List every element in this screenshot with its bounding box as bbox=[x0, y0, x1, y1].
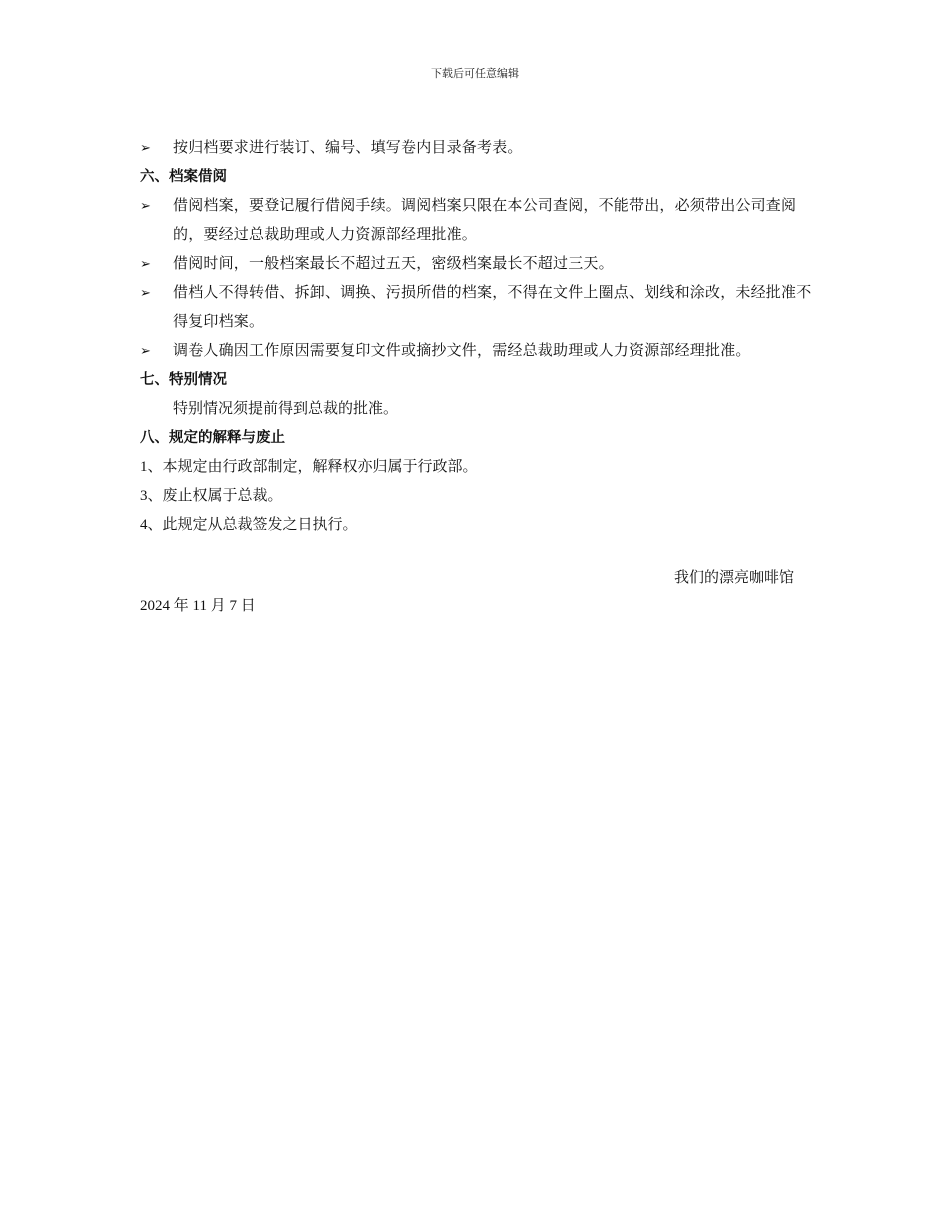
arrow-bullet-icon: ➢ bbox=[140, 286, 151, 301]
bullet-item-copy-approval bbox=[140, 337, 812, 366]
bullet-item-borrow-restrictions bbox=[140, 279, 812, 337]
bullet-text: 借阅时间，一般档案最长不超过五天，密级档案最长不超过三天。 bbox=[173, 256, 614, 272]
section-heading-interpretation-repeal: 八、规定的解释与废止 bbox=[140, 430, 285, 446]
arrow-bullet-icon: ➢ bbox=[140, 199, 151, 214]
rule-item-3: 3、废止权属于总裁。 bbox=[140, 488, 283, 504]
bullet-item-binding bbox=[140, 134, 812, 163]
section-heading-special-cases: 七、特别情况 bbox=[140, 372, 227, 388]
page-header: 下载后可任意编辑 bbox=[431, 68, 519, 80]
bullet-item-borrow-procedure bbox=[140, 192, 812, 250]
bullet-text: 借阅档案，要登记履行借阅手续。调阅档案只限在本公司查阅，不能带出，必须带出公司查阅的，要经过总裁助理或人力资源部经理批准。 bbox=[173, 198, 797, 243]
bullet-text: 按归档要求进行装订、编号、填写卷内目录备考表。 bbox=[173, 140, 523, 156]
rule-item-1: 1、本规定由行政部制定，解释权亦归属于行政部。 bbox=[140, 459, 478, 475]
signature-date: 2024 年 11 月 7 日 bbox=[140, 598, 256, 614]
document-body bbox=[140, 134, 812, 540]
special-case-paragraph: 特别情况须提前得到总裁的批准。 bbox=[173, 401, 399, 417]
arrow-bullet-icon: ➢ bbox=[140, 257, 151, 272]
bullet-text: 调卷人确因工作原因需要复印文件或摘抄文件，需经总裁助理或人力资源部经理批准。 bbox=[173, 343, 751, 359]
section-heading-archive-borrowing: 六、档案借阅 bbox=[140, 169, 227, 185]
rule-item-4: 4、此规定从总裁签发之日执行。 bbox=[140, 517, 358, 533]
bullet-item-borrow-time bbox=[140, 250, 812, 279]
bullet-text: 借档人不得转借、拆卸、调换、污损所借的档案，不得在文件上圈点、划线和涂改，未经批准不得复印档案。 bbox=[173, 285, 812, 330]
signature-organization: 我们的漂亮咖啡馆 bbox=[673, 570, 794, 586]
arrow-bullet-icon: ➢ bbox=[140, 141, 151, 156]
arrow-bullet-icon: ➢ bbox=[140, 344, 151, 359]
